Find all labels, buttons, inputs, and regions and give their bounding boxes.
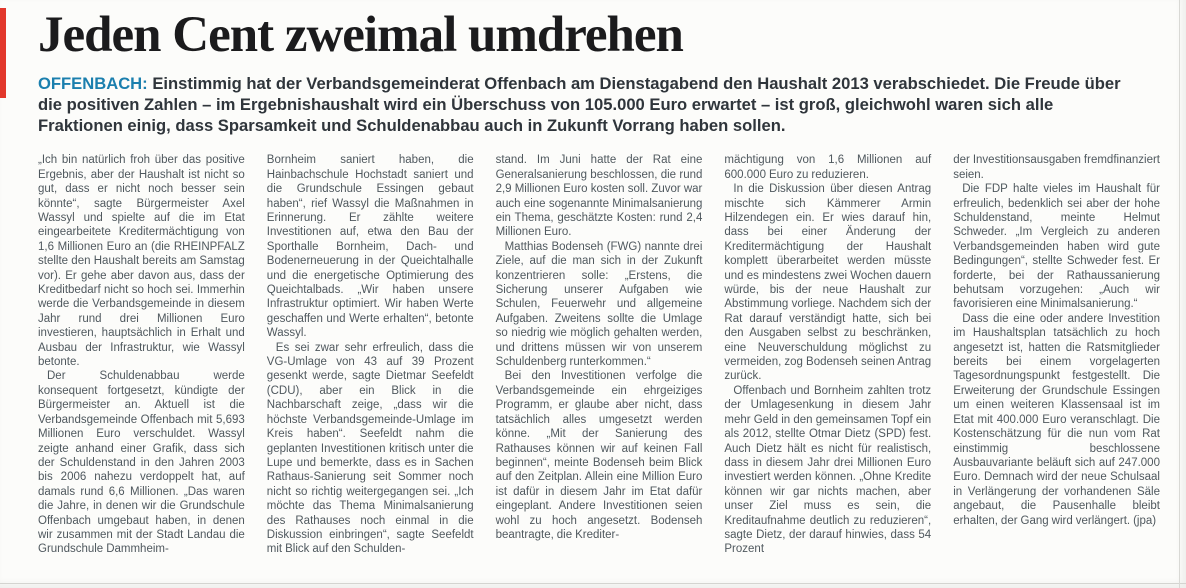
article-paragraph: stand. Im Juni hatte der Rat eine Generalsanierung beschlossen, die rund 2,9 Millionen Euro kosten soll. Zuvor war auch eine sogenannte Minimalsanierung ein Thema, geschätzte Kosten: rund 2,4 Millionen Euro. <box>495 154 703 239</box>
article-paragraph: mächtigung von 1,6 Millionen auf 600.000 Euro zu reduzieren. <box>724 154 932 181</box>
article-column <box>953 153 1160 556</box>
article-paragraph: „Ich bin natürlich froh über das positive Ergebnis, aber der Haushalt ist nicht so gut, dass er nicht noch besser sein könnte“, sagte Bürgermeister Axel Wassyl und spielte auf die im Etat eingearbeitete Kreditermächtigung von 1,6 Millionen Euro an (die RHEINPFALZ stellte den Haushalt bereits am Samstag vor). Er gehe aber davon aus, dass der Kreditbedarf nicht so hoch sei. Immerhin werde die Verbandsgemeinde in diesem Jahr rund drei Millionen Euro investieren, hauptsächlich in Erhalt und Ausbau der Infrastruktur, wie Wassyl betonte. <box>38 154 245 369</box>
article-paragraph: der Investitionsausgaben fremdfinanziert seien. <box>953 154 1160 181</box>
article-paragraph: Bei den Investitionen verfolge die Verbandsgemeinde ein ehrgeiziges Programm, er glaube aber nicht, dass tatsächlich alles umgesetzt werden könne. „Mit der Sanierung des Rathauses können wir auf keinen Fall beginnen“, meinte Bodenseh beim Blick auf den Zeitplan. Allein eine Million Euro ist dafür in diesem Jahr im Etat dafür eingeplant. Andere Investitionen seien wohl zu hoch angesetzt. Bodenseh beantragte, die Krediter- <box>495 370 703 541</box>
article-paragraph: Es sei zwar sehr erfreulich, dass die VG-Umlage von 43 auf 39 Prozent gesenkt werde, sagte Dietmar Seefeldt (CDU), aber ein Blick in die Nachbarschaft zeige, „dass wir die höchste Verbandsgemeinde-Umlage im Kreis haben“. Seefeldt nahm die geplanten Investitionen kritisch unter die Lupe und bemerkte, dass es in Sachen Rathaus-Sanierung seit Sommer noch nicht so richtig weitergegangen sei. „Ich möchte das Thema Minimalsanierung des Rathauses noch einmal in die Diskussion einbringen“, sagte Seefeldt mit Blick auf den Schulden- <box>266 341 474 556</box>
location-kicker: OFFENBACH: <box>38 74 148 93</box>
article-column <box>724 153 931 556</box>
article-paragraph: In die Diskussion über diesen Antrag mischte sich Kämmerer Armin Hilzendegen ein. Er wies darauf hin, dass bei einer Änderung der Kreditermächtigung der Haushalt komplett überarbeitet werden müsste und es mindestens zwei Wochen dauern würde, bis der neue Haushalt zur Abstimmung vorliege. Nachdem sich der Rat darauf verständigt hatte, sich bei den Ausgaben selbst zu beschränken, eine Neuverschuldung möglichst zu vermeiden, zog Bodenseh seinen Antrag zurück. <box>724 183 932 383</box>
article-paragraph: Matthias Bodenseh (FWG) nannte drei Ziele, auf die man sich in der Zukunft konzentrieren solle: „Erstens, die Sicherung unserer Aufgaben wie Schulen, Feuerwehr und allgemeine Aufgaben. Zweitens sollte die Umlage so niedrig wie möglich gehalten werden, und drittens müssen wir von unserem Schuldenberg runterkommen.“ <box>495 240 703 369</box>
article-paragraph: Der Schuldenabbau werde konsequent fortgesetzt, kündigte der Bürgermeister an. Aktuell ist die Verbandsgemeinde Offenbach mit 5,693 Millionen Euro verschuldet. Wassyl zeigte anhand einer Grafik, dass sich der Schuldenstand in den Jahren 2003 bis 2006 nahezu verdoppelt hat, auf damals rund 6,6 Millionen. „Das waren die Jahre, in denen wir die Grundschule Offenbach umgebaut haben, in denen wir zusammen mit der Stadt Landau die Grundschule Dammheim- <box>38 370 245 556</box>
article-columns <box>38 153 1160 556</box>
article-column <box>38 153 245 556</box>
article-paragraph: Die FDP halte vieles im Haushalt für erfreulich, bedenklich sei aber der hohe Schuldenstand, meinte Helmut Schweder. „Im Vergleich zu anderen Verbandsgemeinden haben wird gute Bedingungen“, stellte Schweder fest. Er forderte, bei der Rathaussanierung behutsam vorzugehen: „Auch wir favorisieren eine Minimalsanierung.“ <box>953 183 1160 311</box>
article-headline: Jeden Cent zweimal umdrehen <box>38 7 683 63</box>
article-paragraph: Dass die eine oder andere Investition im Haushaltsplan tatsächlich zu hoch angesetzt ist, hatten die Ratsmitglieder bereits bei einem vorgelagerten Tagesordnungspunkt festgestellt. Die Erweiterung der Grundschule Essingen um einen weiteren Klassensaal ist im Etat mit 400.000 Euro veranschlagt. Die Kostenschätzung für die nun vom Rat einstimmig beschlossene Ausbauvariante beläuft sich auf 247.000 Euro. Demnach wird der neue Schulsaal in Verlängerung der vorhandenen Säle angebaut, die Pausenhalle bleibt erhalten, der Gang wird verlängert. (jpa) <box>953 312 1160 527</box>
article-paragraph: Bornheim saniert haben, die Hainbachschule Hochstadt saniert und die Grundschule Essingen gebaut haben“, rief Wassyl die Maßnahmen in Erinnerung. Er zählte weitere Investitionen auf, etwa den Bau der Sporthalle Bornheim, Dach- und Bodenerneuerung in der Queichtalhalle und die energetische Optimierung des Queichtalbads. „Wir haben unsere Infrastruktur optimiert. Wir haben Werte geschaffen und Werte erhalten“, betonte Wassyl. <box>266 154 474 340</box>
article-standfirst <box>38 74 1130 136</box>
article-column <box>267 153 474 556</box>
article-paragraph: Offenbach und Bornheim zahlten trotz der Umlagesenkung in diesem Jahr mehr Geld in den gemeinsamen Topf ein als 2012, stellte Otmar Dietz (SPD) fest. Auch Dietz hält es nicht für realistisch, dass in diesem Jahr drei Millionen Euro investiert werden können. „Ohne Kredite können wir gar nichts machen, aber unser Ziel muss es sein, die Kreditaufnahme deutlich zu reduzieren“, sagte Dietz, der darauf hinwies, dass 54 Prozent <box>724 384 932 556</box>
article-column <box>496 153 703 556</box>
standfirst-text: Einstimmig hat der Verbandsgemeinderat Offenbach am Dienstagabend den Haushalt 2013 verabschiedet. Die Freude über die positiven Zahlen – im Ergebnishaushalt wird ein Überschuss von 105.000 Euro erwartet – ist groß, gleichwohl waren sich alle Fraktionen einig, dass Sparsamkeit und Schuldenabbau auch in Zukunft Vorrang haben sollen. <box>38 74 1121 135</box>
